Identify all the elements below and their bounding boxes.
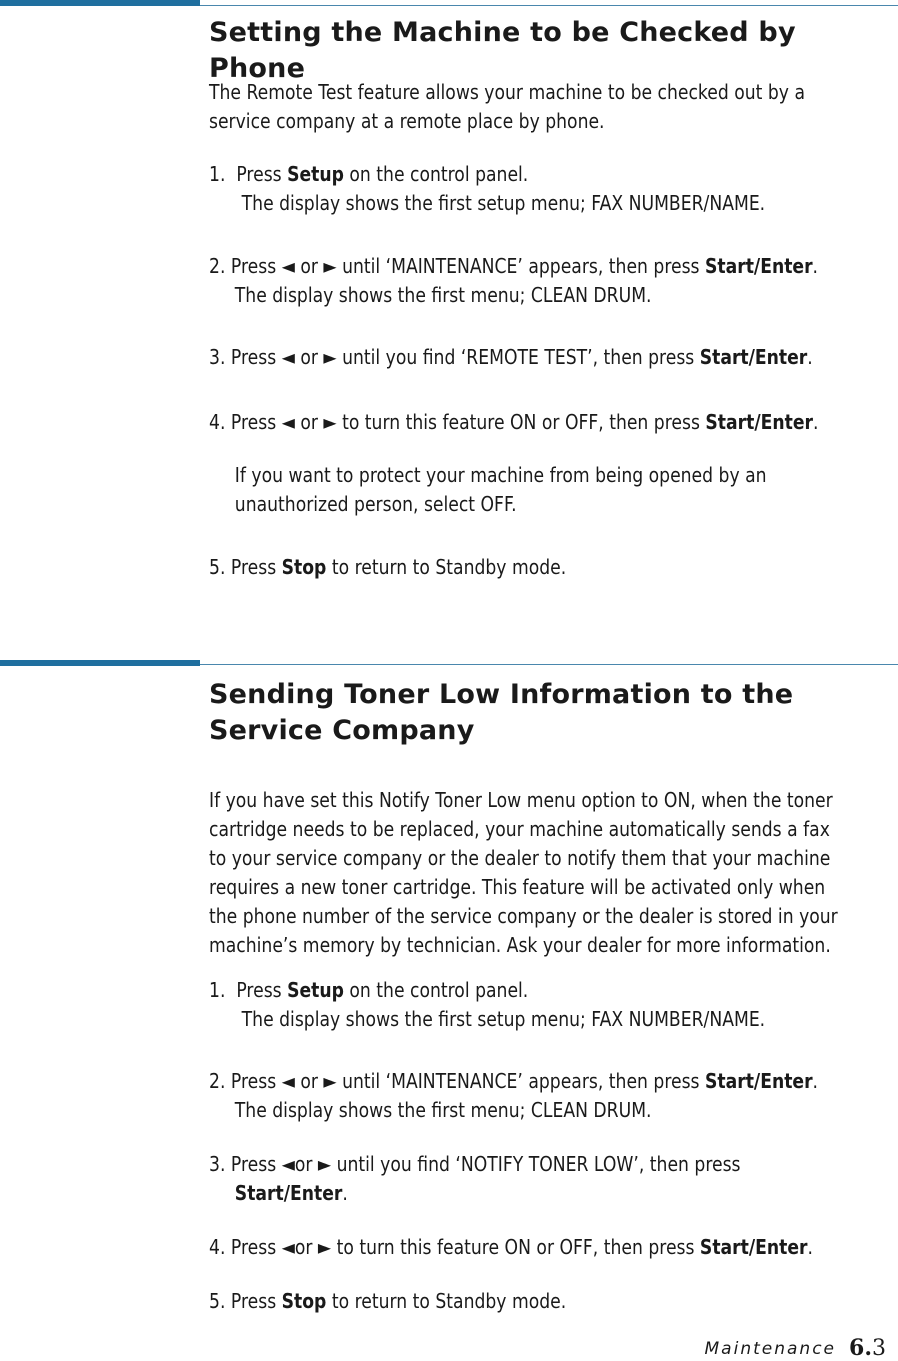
s2-step1-sub: The display shows the first setup menu; FAX NUMBER/NAME. (241, 1007, 766, 1031)
s2-step3-cont: Start/Enter. (234, 1181, 348, 1205)
s1-step4-note-line1: If you want to protect your machine from being opened by an (234, 463, 767, 487)
s1-step4: 4. Press ◄ or ► to turn this feature ON or OFF, then press Start/Enter. (209, 410, 819, 434)
section-rule-accent (0, 0, 200, 6)
section2-intro-line5: the phone number of the service company or the dealer is stored in your (209, 904, 838, 928)
footer-section-label: Maintenance (704, 1339, 836, 1359)
s2-step1: 1. Press Setup on the control panel. (209, 978, 529, 1002)
s2-step2: 2. Press ◄ or ► until ‘MAINTENANCE’ appears, then press Start/Enter. (209, 1069, 819, 1093)
section-rule (200, 5, 898, 6)
s1-step5: 5. Press Stop to return to Standby mode. (209, 555, 567, 579)
s1-step3: 3. Press ◄ or ► until you find ‘REMOTE TEST’, then press Start/Enter. (209, 345, 813, 369)
s2-step3: 3. Press ◄or ► until you find ‘NOTIFY TONER LOW’, then press (209, 1152, 741, 1176)
section2-intro-line6: machine’s memory by technician. Ask your dealer for more information. (209, 933, 831, 957)
section2-intro-line1: If you have set this Notify Toner Low menu option to ON, when the toner (209, 788, 833, 812)
s1-step1: 1. Press Setup on the control panel. (209, 162, 529, 186)
s2-step4: 4. Press ◄or ► to turn this feature ON or OFF, then press Start/Enter. (209, 1235, 813, 1259)
section2-intro-line2: cartridge needs to be replaced, your machine automatically sends a fax (209, 817, 830, 841)
s2-step5: 5. Press Stop to return to Standby mode. (209, 1289, 567, 1313)
section2-intro-line3: to your service company or the dealer to notify them that your machine (209, 846, 831, 870)
s2-step2-sub: The display shows the first menu; CLEAN DRUM. (234, 1098, 652, 1122)
s1-step2-sub: The display shows the first menu; CLEAN DRUM. (234, 283, 652, 307)
footer-page-number: 6.3 (849, 1335, 886, 1361)
section1-intro-line1: The Remote Test feature allows your machine to be checked out by a (209, 80, 805, 104)
section-rule-accent (0, 660, 200, 666)
section2-intro-line4: requires a new toner cartridge. This feature will be activated only when (209, 875, 826, 899)
s1-step4-note-line2: unauthorized person, select OFF. (234, 492, 517, 516)
section-rule (200, 664, 898, 665)
section2-title-line1: Sending Toner Low Information to the (209, 679, 794, 710)
s1-step2: 2. Press ◄ or ► until ‘MAINTENANCE’ appears, then press Start/Enter. (209, 254, 819, 278)
section1-title: Setting the Machine to be Checked by Phone (209, 17, 796, 84)
section2-title-line2: Service Company (209, 715, 475, 746)
s1-step1-sub: The display shows the first setup menu; FAX NUMBER/NAME. (241, 191, 766, 215)
section1-intro-line2: service company at a remote place by phone. (209, 109, 605, 133)
